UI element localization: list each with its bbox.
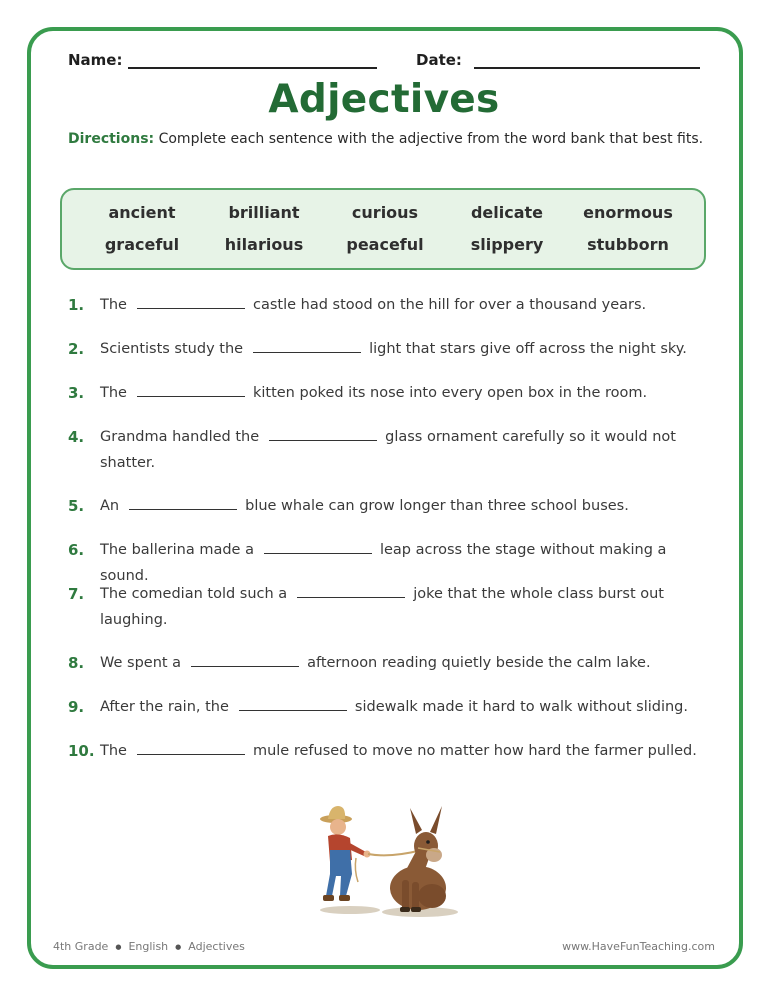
word-bank-item: peaceful — [346, 235, 424, 254]
word-bank — [60, 188, 706, 270]
word-bank-item: stubborn — [587, 235, 669, 254]
question-text-before: The — [100, 297, 127, 313]
question-number: 8. — [68, 654, 85, 672]
question-text-before: The — [100, 743, 127, 759]
answer-blank[interactable] — [137, 739, 245, 755]
word-bank-item: hilarious — [224, 235, 304, 254]
question-text-after: blue whale can grow longer than three school buses. — [245, 498, 629, 514]
answer-blank[interactable] — [137, 381, 245, 397]
answer-blank[interactable] — [297, 582, 405, 598]
question-text-after: afternoon reading quietly beside the calm lake. — [307, 655, 651, 671]
farmer-figure — [320, 806, 371, 901]
footer-grade: 4th Grade — [53, 940, 109, 953]
date-label: Date: — [416, 51, 462, 69]
answer-blank[interactable] — [191, 651, 299, 667]
answer-blank[interactable] — [137, 293, 245, 309]
page-title: Adjectives — [268, 77, 500, 122]
word-bank-item: ancient — [108, 203, 176, 222]
footer-website[interactable]: www.HaveFunTeaching.com — [562, 940, 715, 953]
answer-blank[interactable] — [253, 337, 361, 353]
farmer-pulling-mule-illustration — [310, 800, 460, 918]
question-text-before: The ballerina made a — [100, 542, 254, 558]
word-bank-item: slippery — [470, 235, 544, 254]
question-number: 2. — [68, 340, 85, 358]
answer-blank[interactable] — [239, 695, 347, 711]
question-text-after: kitten poked its nose into every open box in the room. — [252, 385, 648, 401]
question-text-before: Grandma handled the — [100, 429, 260, 445]
directions-label: Directions: — [68, 131, 155, 147]
question-text-after: light that stars give off across the night sky. — [369, 341, 687, 357]
mule-figure — [390, 806, 446, 912]
bullet-separator: ● — [115, 943, 122, 951]
name-field[interactable] — [128, 67, 377, 69]
question-number: 3. — [68, 384, 85, 402]
question-number: 6. — [68, 541, 85, 559]
word-bank-item: delicate — [470, 203, 544, 222]
question-number: 7. — [68, 585, 85, 603]
question-number: 9. — [68, 698, 85, 716]
directions — [68, 131, 718, 147]
question-number: 1. — [68, 296, 85, 314]
answer-blank[interactable] — [129, 494, 237, 510]
footer-topic: Adjectives — [188, 940, 245, 953]
word-bank-item: enormous — [583, 203, 673, 222]
question-number: 10. — [68, 742, 95, 760]
question-text-after: joke that the whole class burst out laughing. — [100, 586, 664, 628]
question-text-before: We spent a — [100, 655, 182, 671]
word-bank-item: brilliant — [228, 203, 300, 222]
directions-text: Complete each sentence with the adjective from the word bank that best fits. — [158, 131, 704, 147]
answer-blank[interactable] — [269, 425, 377, 441]
footer-subject: English — [128, 940, 169, 953]
question-text-before: The — [100, 385, 127, 401]
question-number: 4. — [68, 428, 85, 446]
question-text-after: sidewalk made it hard to walk without sliding. — [354, 699, 688, 715]
question-text-after: mule refused to move no matter how hard the farmer pulled. — [252, 743, 697, 759]
word-bank-item: graceful — [104, 235, 180, 254]
answer-blank[interactable] — [264, 538, 372, 554]
bullet-separator: ● — [175, 943, 182, 951]
question-number: 5. — [68, 497, 85, 515]
question-text-before: The comedian told such a — [100, 586, 288, 602]
footer-breadcrumb — [53, 940, 245, 953]
question-text-before: Scientists study the — [100, 341, 244, 357]
question-text-after: glass ornament carefully so it would not shatter. — [100, 429, 676, 471]
date-field[interactable] — [474, 67, 700, 69]
question-text-before: After the rain, the — [100, 699, 229, 715]
question-text-after: castle had stood on the hill for over a thousand years. — [252, 297, 647, 313]
question-text-after: leap across the stage without making a sound. — [100, 542, 667, 584]
question-text-before: An — [100, 498, 120, 514]
name-label: Name: — [68, 51, 123, 69]
word-bank-item: curious — [351, 203, 419, 222]
